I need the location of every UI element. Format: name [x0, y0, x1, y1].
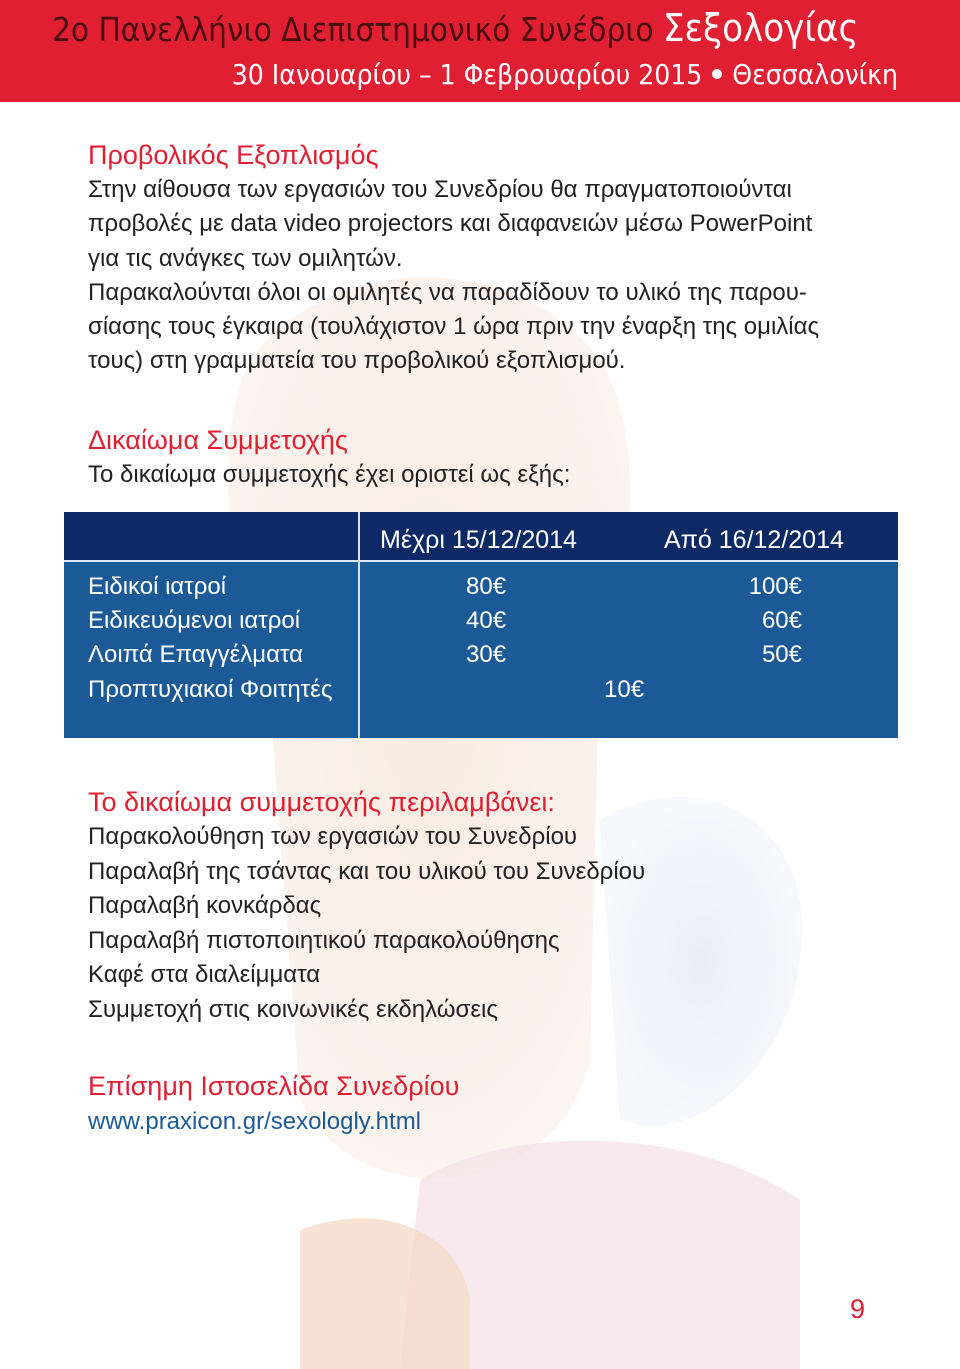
fee-late-value: 50€	[761, 641, 802, 668]
header-banner	[0, 0, 960, 102]
fee-row-label: Λοιπά Επαγγέλματα	[88, 641, 303, 668]
website-heading: Επίσημη Ιστοσελίδα Συνεδρίου	[88, 1071, 460, 1101]
table-row	[64, 573, 898, 607]
fee-section	[88, 422, 570, 492]
conference-title	[52, 6, 859, 50]
list-item: Παραλαβή της τσάντας και του υλικού του Συνεδρίου	[88, 857, 646, 885]
fee-col-early: Μέχρι 15/12/2014	[380, 526, 577, 554]
includes-section	[88, 784, 645, 1028]
website-section	[88, 1068, 459, 1140]
list-item: Συμμετοχή στις κοινωνικές εκδηλώσεις	[88, 995, 498, 1023]
fee-late-value: 100€	[748, 573, 802, 600]
conference-city: Θεσσαλονίκη	[732, 58, 898, 91]
projection-section	[88, 137, 878, 379]
fee-row-label: Προπτυχιακοί Φοιτητές	[88, 676, 333, 703]
projection-line: τους) στη γραμματεία του προβολικού εξοπλισμού.	[88, 347, 626, 375]
projection-line: σίασης τους έγκαιρα (τουλάχιστον 1 ώρα πριν την έναρξη της ομιλίας	[88, 313, 820, 341]
conference-title-accent: Σεξολογίας	[662, 6, 859, 50]
website-link[interactable]: www.praxicon.gr/sexologly.html	[88, 1108, 422, 1135]
conference-title-main: 2ο Πανελλήνιο Διεπιστημονικό Συνέδριο	[52, 10, 654, 49]
fee-row-label: Ειδικευόμενοι ιατροί	[88, 607, 301, 634]
fee-intro: Το δικαίωμα συμμετοχής έχει οριστεί ως εξής:	[88, 461, 571, 488]
divider	[64, 560, 898, 562]
list-item: Καφέ στα διαλείμματα	[88, 961, 321, 989]
conference-date-range: 30 Ιανουαρίου – 1 Φεβρουαρίου 2015	[231, 58, 703, 91]
table-row	[64, 607, 898, 641]
fee-early-value: 30€	[466, 641, 507, 668]
conference-dates	[232, 58, 898, 91]
fee-late-value: 60€	[761, 607, 802, 634]
fee-table	[64, 512, 898, 738]
projection-line: Στην αίθουσα των εργασιών του Συνεδρίου θα πραγματοποιούνται	[88, 176, 792, 203]
list-item: Παρακολούθηση των εργασιών του Συνεδρίου	[88, 823, 578, 850]
fee-early-value: 40€	[466, 607, 507, 634]
includes-heading: Το δικαίωμα συμμετοχής περιλαμβάνει:	[88, 787, 555, 817]
fee-early-value: 80€	[466, 573, 507, 600]
fee-single-value: 10€	[604, 676, 645, 703]
table-row	[64, 676, 898, 710]
projection-line: προβολές με data video projectors και διαφανειών μέσω PowerPoint	[88, 210, 813, 238]
projection-line: Παρακαλούνται όλοι οι ομιλητές να παραδίδουν το υλικό της παρου-	[88, 278, 807, 306]
list-item: Παραλαβή πιστοποιητικού παρακολούθησης	[88, 926, 560, 954]
page-number: 9	[850, 1294, 866, 1324]
fee-col-late: Από 16/12/2014	[664, 526, 844, 554]
bullet-icon	[712, 69, 722, 79]
fee-row-label: Ειδικοί ιατροί	[88, 573, 227, 600]
projection-line: για τις ανάγκες των ομιλητών.	[88, 244, 403, 272]
projection-heading: Προβολικός Εξοπλισμός	[88, 140, 379, 170]
list-item: Παραλαβή κονκάρδας	[88, 892, 322, 920]
table-row	[64, 641, 898, 675]
fee-heading: Δικαίωμα Συμμετοχής	[88, 425, 348, 455]
